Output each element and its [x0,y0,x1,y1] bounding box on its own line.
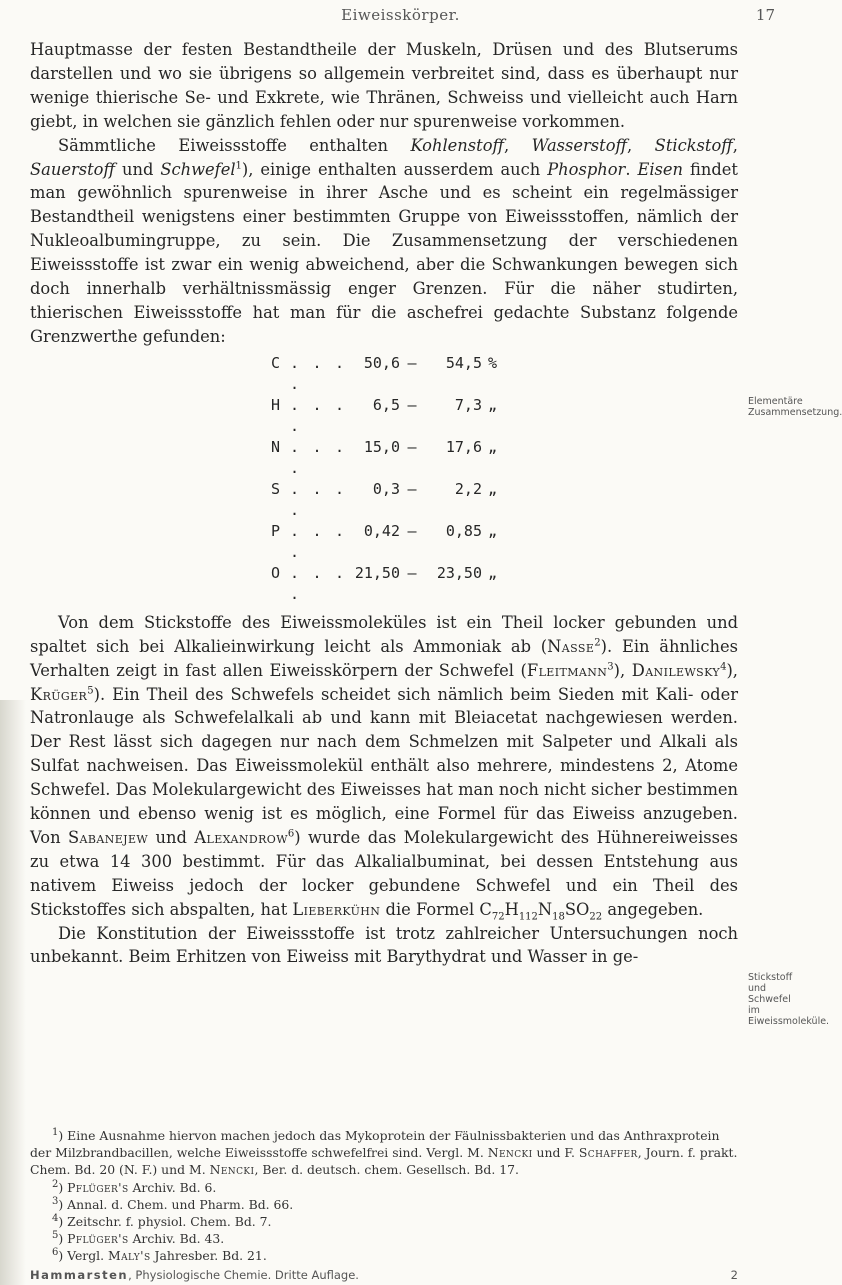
upper-bound: 0,85 [445,521,482,540]
text-run: . [625,159,631,179]
text-run: , [627,135,633,155]
upper-bound: 2,2 [454,479,482,498]
paragraph-3 [30,611,738,922]
author-sabanejew: Sabanejew [67,827,149,847]
element-symbol: N [270,437,280,456]
author-krueger: Krüger [30,684,88,704]
text-run: , Journ. f. prakt. Chem. Bd. 20 (N. F.) und M. [30,1145,738,1178]
text-run: Zeitschr. f. physiol. Chem. Bd. 7. [67,1214,272,1230]
formula-symbol-so: SO [564,899,590,919]
margin-note-sulfur: Stickstoff und Schwefel im Eiweissmoleküle. [748,972,830,1027]
range-dash: — [407,353,417,372]
text-run: Vergl. [67,1248,105,1264]
footnotes [30,1127,738,1265]
footnote-4: $^4$) Zeitschr. f. physiol. Chem. Bd. 7. [52,1212,272,1230]
unit-mark: „ [488,437,498,456]
footnote-ref-1: 1 [235,160,242,172]
paragraph-4 [30,922,738,970]
range-dash: — [407,521,417,540]
upper-bound: 7,3 [454,395,482,414]
footnote-ref-5: 5 [87,685,94,697]
element-row [30,437,738,479]
author-pflueger: Pflüger's [67,1179,129,1195]
author-schaffer: Schaffer [578,1145,638,1161]
term-stickstoff: Stickstoff [654,135,733,155]
formula-symbol-n: N [537,899,553,919]
unit-mark: „ [488,521,498,540]
running-head-title: Eiweisskörper. [341,6,460,24]
text-run: ) wurde das Molekulargewicht des Hühnereiweisses zu etwa 14 300 bestimmt. Für das Alkalialbuminat, bei dessen Entstehung aus nativem Eiweiss jedoch der locker gebundene Schwefel und ein Theil des Stickstoffes sich abspalten, hat [30,827,738,919]
footnote-number: 4 [52,1212,59,1224]
text-run: und [121,159,154,179]
lower-bound: 15,0 [363,437,400,456]
footnote-number: 5 [52,1230,59,1242]
term-phosphor: Phosphor [547,159,626,179]
page-edge-shadow [0,700,26,1285]
footnote-3: $^3$) Annal. d. Chem. und Pharm. Bd. 66. [52,1195,294,1212]
formula-sub-n: 18 [552,910,565,922]
text-run: , Ber. d. deutsch. chem. Gesellsch. Bd. 17. [254,1162,519,1178]
paragraph-1 [30,38,738,134]
leader-dots: . . . . [290,563,344,603]
lower-bound: 21,50 [354,563,400,582]
term-eisen: Eisen [637,159,684,179]
paragraph-4-text: Die Konstitution der Eiweissstoffe ist trotz zahlreicher Untersuchungen noch unbekannt. Beim Erhitzen von Eiweiss mit Barythydrat und Wasser in ge- [30,923,738,967]
formula-sub-c: 72 [491,910,505,922]
unit-mark: „ [488,395,498,414]
term-sauerstoff: Sauerstoff [30,159,115,179]
author-danilewsky: Danilewsky [631,660,721,680]
element-row [30,479,738,521]
text-run: die Formel C [385,899,492,919]
leader-dots: . . . . [290,437,344,477]
text-run: Von dem Stickstoffe des Eiweissmoleküles ist ein Theil locker gebunden und spaltet sich bei Alkalieinwirkung leicht als Ammoniak ab ( [30,612,738,656]
footer-book-title: , Physiologische Chemie. Dritte Auflage. [128,1268,359,1282]
text-run: Annal. d. Chem. und Pharm. Bd. 66. [67,1196,294,1212]
signature-mark: 2 [730,1268,738,1282]
text-run: und F. [536,1145,575,1161]
footnote-2: $^2$) Pflüger's Archiv. Bd. 6. [52,1178,217,1195]
author-nencki: Nencki [487,1145,533,1161]
term-kohlenstoff: Kohlenstoff [410,135,505,155]
text-run: Archiv. Bd. 43. [132,1231,225,1247]
element-symbol: C [270,353,280,372]
text-run: ), einige enthalten ausserdem auch [241,159,541,179]
text-run: Archiv. Bd. 6. [132,1179,217,1195]
element-symbol: O [270,563,280,582]
footnote-ref-6: 6 [287,828,295,840]
upper-bound: 23,50 [436,563,482,582]
upper-bound: 54,5 [445,353,482,372]
term-wasserstoff: Wasserstoff [531,135,628,155]
upper-bound: 17,6 [445,437,482,456]
body-text [30,38,738,969]
element-symbol: P [270,521,280,540]
element-row [30,395,738,437]
footnote-ref-2: 2 [594,637,601,649]
footnote-6: $^6$) Vergl. Maly's Jahresber. Bd. 21. [52,1247,267,1264]
text-run: Jahresber. Bd. 21. [154,1248,267,1264]
element-composition-table [30,353,738,605]
text-run: ). Ein ähnliches Verhalten zeigt in fast allen Eiweisskörpern der Schwefel ( [30,636,738,680]
element-symbol: S [270,479,280,498]
formula-sub-o: 22 [589,910,603,922]
leader-dots: . . . . [290,479,344,519]
author-alexandrow: Alexandrow [194,827,288,847]
formula-symbol-h: H [504,899,519,919]
range-dash: — [407,479,417,498]
range-dash: — [407,395,417,414]
author-maly: Maly's [108,1248,151,1264]
footer-author: Hammarsten [30,1268,129,1282]
leader-dots: . . . . [290,395,344,435]
unit-mark: „ [488,563,498,582]
text-run: ), [613,660,626,680]
range-dash: — [407,563,417,582]
element-row [30,353,738,395]
term-schwefel: Schwefel [160,159,236,179]
text-run: , [504,135,510,155]
author-nasse: Nasse [547,636,595,656]
footnote-number: 3 [52,1195,59,1207]
element-row [30,521,738,563]
author-lieberkuehn: Lieberkühn [292,899,381,919]
unit-mark: „ [488,479,498,498]
element-symbol: H [270,395,280,414]
footnote-1 [30,1127,738,1179]
text-run: ). Ein Theil des Schwefels scheidet sich nämlich beim Sieden mit Kali- oder Natronlauge als Schwefelalkali ab und kann mit Bleiacetat nachgewiesen werden. Der Rest lässt sich dagegen nur nach dem Schmelzen mit Salpeter und Alkali als Sulfat nachweisen. Das Eiweissmolekül enthält also mehrere, mindestens 2, Atome Schwefel. Das Molekulargewicht des Eiweisses hat man noch nicht sicher bestimmen können und ebenso wenig ist es möglich, eine Formel für das Eiweiss anzugeben. Von [30,684,738,847]
text-run: ) Eine Ausnahme hiervon machen jedoch das Mykoprotein der Fäulnissbakterien und das Anthraxprotein der Milzbrandbacillen, welche Eiweissstoffe schwefelfrei sind. Vergl. M. [30,1128,720,1161]
footnote-ref-3: 3 [607,661,614,673]
lower-bound: 6,5 [372,395,400,414]
range-dash: — [407,437,417,456]
footnote-number: 2 [52,1178,59,1190]
element-row [30,563,738,605]
leader-dots: . . . . [290,353,344,393]
lower-bound: 50,6 [363,353,400,372]
paragraph-2 [30,134,738,349]
text-run: Sämmtliche Eiweissstoffe enthalten [58,135,389,155]
text-run: ), [726,660,738,680]
text-run: angegeben. [607,899,704,919]
footnote-number: 1 [52,1126,59,1138]
footnote-5: $^5$) Pflüger's Archiv. Bd. 43. [52,1230,225,1247]
lower-bound: 0,42 [363,521,400,540]
lower-bound: 0,3 [372,479,400,498]
formula-sub-h: 112 [518,910,538,922]
text-run: , [732,135,738,155]
running-head [0,6,801,30]
unit-mark: % [488,353,498,372]
text-run: findet man gewöhnlich spurenweise in ihrer Asche und es scheint ein regelmässiger Bestandtheil wenigstens einer bestimmten Gruppe von Eiweissstoffen, nämlich der Nukleoalbumingruppe, zu sein. Die Zusammensetzung der verschiedenen Eiweissstoffe ist zwar ein wenig abweichend, aber die Schwankungen bewegen sich doch innerhalb verhältnissmässig enger Grenzen. Für die näher studirten, thierischen Eiweissstoffe hat man für die aschefrei gedachte Substanz folgende Grenzwerthe gefunden: [30,159,738,346]
leader-dots: . . . . [290,521,344,561]
page-footer [30,1268,738,1282]
page-number: 17 [755,6,775,24]
author-nencki: Nencki [209,1162,255,1178]
margin-note-composition: Elementäre Zusammensetzung. [748,396,842,418]
footnote-ref-4: 4 [720,661,727,673]
author-fleitmann: Fleitmann [526,660,608,680]
text-run: und [155,827,187,847]
paragraph-1-text: Hauptmasse der festen Bestandtheile der Muskeln, Drüsen und des Blutserums darstellen und wo sie übrigens so allgemein verbreitet sind, dass es überhaupt nur wenige thierische Se- und Exkrete, wie Thränen, Schweiss und vielleicht auch Harn giebt, in welchen sie gänzlich fehlen oder nur spurenweise vorkommen. [30,40,738,131]
author-pflueger: Pflüger's [67,1231,129,1247]
footnote-number: 6 [52,1247,59,1259]
